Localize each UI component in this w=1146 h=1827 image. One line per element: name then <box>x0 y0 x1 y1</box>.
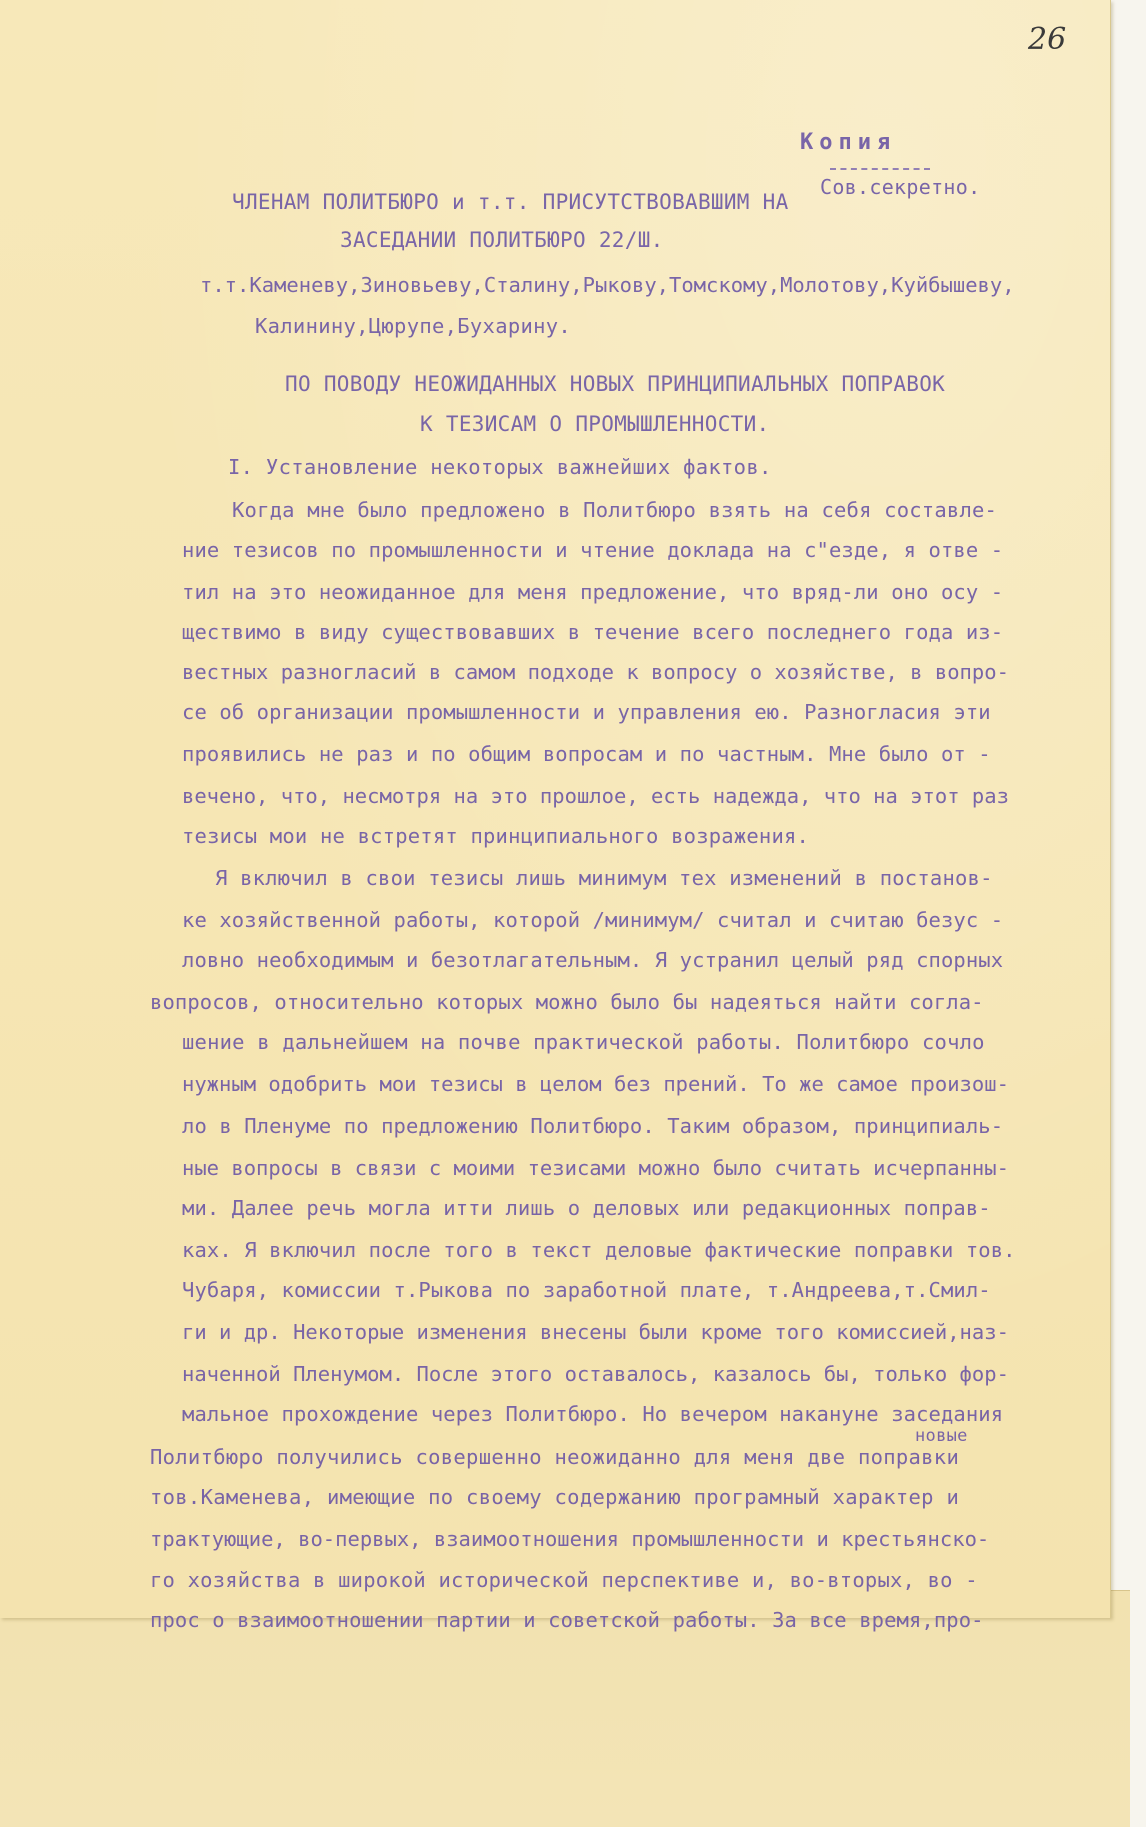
text-line: тезисы мои не встретят принципиального возражения. <box>182 824 810 848</box>
text-line: ги и др. Некоторые изменения внесены были кроме того комиссией,наз- <box>182 1320 1009 1344</box>
text-line: шение в дальнейшем на почве практической работы. Политбюро сочло <box>182 1030 985 1054</box>
text-line: Политбюро получились совершенно неожиданно для меня две поправки <box>150 1445 960 1469</box>
text-line: тил на это неожиданное для меня предложение, что вряд-ли оно осу - <box>182 580 1004 604</box>
addressee-line: ЧЛЕНАМ ПОЛИТБЮРО и т.т. ПРИСУТСТВОВАВШИМ НА <box>232 190 789 214</box>
text-line: наченной Пленумом. После этого оставалось, казалось бы, только фор- <box>182 1362 1009 1386</box>
addressee-names: Калинину,Цюрупе,Бухарину. <box>255 314 572 338</box>
text-line: ществимо в виду существовавших в течение всего последнего года из- <box>182 620 1004 644</box>
text-line: ловно необходимым и безотлагательным. Я устранил целый ряд спорных <box>182 948 1004 972</box>
text-line: трактующие, во-первых, взаимоотношения промышленности и крестьянско- <box>150 1527 990 1551</box>
text-line: прос о взаимоотношении партии и советской работы. За все время,про- <box>150 1608 984 1632</box>
classification-mark: Сов.секретно. <box>820 175 981 199</box>
text-line: ло в Пленуме по предложению Политбюро. Таким образом, принципиаль- <box>182 1114 1004 1138</box>
text-line: ми. Далее речь могла итти лишь о деловых или редакционных поправ- <box>182 1196 991 1220</box>
text-line: ние тезисов по промышленности и чтение доклада на с"езде, я отве - <box>182 538 1004 562</box>
inserted-word: новые <box>915 1426 968 1446</box>
document-title: К ТЕЗИСАМ О ПРОМЫШЛЕННОСТИ. <box>420 412 770 436</box>
copy-mark: Копия <box>800 130 897 155</box>
text-line: ках. Я включил после того в текст деловые фактические поправки тов. <box>182 1238 1016 1262</box>
text-line: Чубаря, комиссии т.Рыкова по заработной плате, т.Андреева,т.Смил- <box>182 1278 991 1302</box>
text-line: Когда мне было предложено в Политбюро взять на себя составле- <box>232 498 998 522</box>
addressee-line: ЗАСЕДАНИИ ПОЛИТБЮРО 22/Ш. <box>340 228 664 252</box>
text-line: Я включил в свои тезисы лишь минимум тех изменений в постанов- <box>215 866 993 890</box>
text-line: вопросов, относительно которых можно было бы надеяться найти согла- <box>150 990 984 1014</box>
section-heading: I. Установление некоторых важнейших фактов. <box>228 455 772 479</box>
text-line: се об организации промышленности и управления ею. Разногласия эти <box>182 700 991 724</box>
text-line: мальное прохождение через Политбюро. Но вечером накануне заседания <box>182 1402 1004 1426</box>
document-title: ПО ПОВОДУ НЕОЖИДАННЫХ НОВЫХ ПРИНЦИПИАЛЬНЫХ ПОПРАВОК <box>285 372 946 396</box>
text-line: вечено, что, несмотря на это прошлое, есть надежда, что на этот раз <box>182 784 1009 808</box>
text-line: го хозяйства в широкой исторической перспективе и, во-вторых, во - <box>150 1568 978 1592</box>
text-line: вестных разногласий в самом подходе к вопросу о хозяйстве, в вопро- <box>182 660 1009 684</box>
text-line: тов.Каменева, имеющие по своему содержанию програмный характер и <box>150 1485 960 1509</box>
text-line: ные вопросы в связи с моими тезисами можно было считать исчерпанны- <box>182 1156 1009 1180</box>
text-line: нужным одобрить мои тезисы в целом без прений. То же самое произош- <box>182 1072 1009 1096</box>
addressee-names: т.т.Каменеву,Зиновьеву,Сталину,Рыкову,Томскому,Молотову,Куйбышеву, <box>200 273 1015 297</box>
text-line: ке хозяйственной работы, которой /минимум/ считал и считаю безус - <box>182 908 1004 932</box>
text-line: проявились не раз и по общим вопросам и по частным. Мне было от - <box>182 742 991 766</box>
page-number: 26 <box>1028 22 1067 57</box>
copy-mark-underline <box>830 168 930 170</box>
